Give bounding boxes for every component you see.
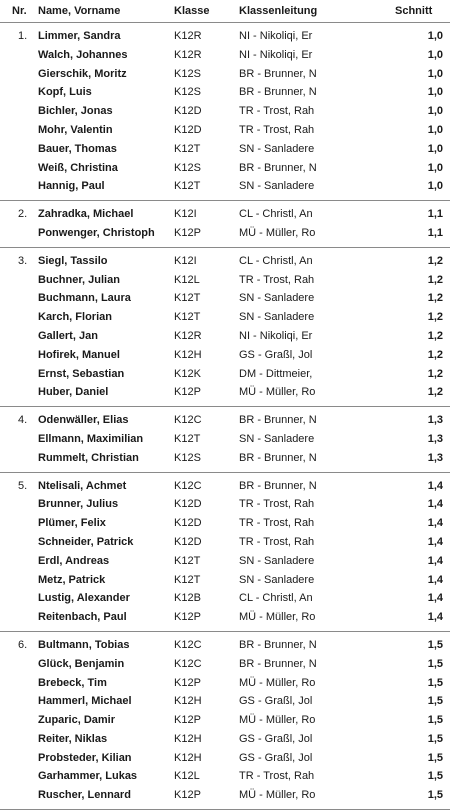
- class-teacher: SN - Sanladere: [239, 180, 315, 193]
- grade-average: 1,5: [427, 657, 443, 670]
- grade-average: 1,0: [427, 161, 443, 174]
- rank-group: [0, 473, 450, 632]
- table-row: [0, 177, 450, 196]
- table-row: [0, 252, 450, 271]
- table-row: [0, 308, 450, 327]
- class-teacher: MÜ - Müller, Ro: [239, 386, 316, 399]
- grade-average: 1,4: [427, 554, 443, 567]
- grade-average: 1,0: [427, 180, 443, 193]
- grade-average: 1,0: [427, 142, 443, 155]
- table-row: [0, 533, 450, 552]
- grade-average: 1,5: [427, 714, 443, 727]
- table-row: [0, 786, 450, 805]
- class-code: K12H: [174, 732, 202, 745]
- student-name: Hammerl, Michael: [38, 695, 132, 708]
- class-teacher: TR - Trost, Rah: [239, 517, 315, 530]
- class-teacher: SN - Sanladere: [239, 142, 315, 155]
- class-code: K12C: [174, 414, 202, 427]
- grade-average: 1,2: [427, 254, 443, 267]
- student-name: Walch, Johannes: [38, 48, 128, 61]
- table-row: [0, 711, 450, 730]
- student-name: Siegl, Tassilo: [38, 254, 108, 267]
- class-teacher: BR - Brunner, N: [239, 479, 317, 492]
- student-name: Ernst, Sebastian: [38, 367, 125, 380]
- rank-group: [0, 23, 450, 201]
- table-row: [0, 730, 450, 749]
- table-row: [0, 121, 450, 140]
- rank-number: 5.: [18, 479, 28, 492]
- class-code: K12T: [174, 554, 201, 567]
- rank-number: 6.: [18, 638, 28, 651]
- table-row: [0, 346, 450, 365]
- student-name: Hannig, Paul: [38, 180, 105, 193]
- grade-average: 1,4: [427, 498, 443, 511]
- class-teacher: MÜ - Müller, Ro: [239, 226, 316, 239]
- table-row: [0, 205, 450, 224]
- table-row: [0, 411, 450, 430]
- grade-average: 1,5: [427, 732, 443, 745]
- table-row: [0, 571, 450, 590]
- student-name: Limmer, Sandra: [38, 30, 121, 42]
- grade-average: 1,0: [427, 48, 443, 61]
- table-row: [0, 224, 450, 243]
- grade-average: 1,0: [427, 30, 443, 42]
- class-teacher: CL - Christl, An: [239, 592, 313, 605]
- student-name: Ruscher, Lennard: [38, 789, 131, 802]
- grade-average: 1,1: [427, 208, 443, 221]
- class-code: K12P: [174, 676, 201, 689]
- class-code: K12H: [174, 695, 202, 708]
- grade-average: 1,3: [427, 451, 443, 464]
- rank-group: [0, 407, 450, 472]
- student-name: Probsteder, Kilian: [38, 751, 132, 764]
- table-row: [0, 495, 450, 514]
- class-code: K12R: [174, 48, 202, 61]
- class-code: K12L: [174, 770, 200, 783]
- student-name: Huber, Daniel: [38, 386, 109, 399]
- class-code: K12P: [174, 789, 201, 802]
- class-teacher: MÜ - Müller, Ro: [239, 789, 316, 802]
- class-teacher: BR - Brunner, N: [239, 67, 317, 80]
- table-row: [0, 749, 450, 768]
- grade-average: 1,5: [427, 789, 443, 802]
- student-name: Bultmann, Tobias: [38, 638, 130, 651]
- class-teacher: TR - Trost, Rah: [239, 498, 315, 511]
- class-code: K12R: [174, 30, 202, 42]
- table-header: [0, 0, 450, 23]
- class-code: K12C: [174, 657, 202, 670]
- class-teacher: BR - Brunner, N: [239, 414, 317, 427]
- grade-average: 1,2: [427, 386, 443, 399]
- class-code: K12T: [174, 573, 201, 586]
- table-row: [0, 636, 450, 655]
- student-name: Ellmann, Maximilian: [38, 432, 144, 445]
- table-row: [0, 430, 450, 449]
- student-name: Erdl, Andreas: [38, 554, 110, 567]
- class-teacher: BR - Brunner, N: [239, 657, 317, 670]
- student-name: Kopf, Luis: [38, 86, 92, 99]
- class-teacher: BR - Brunner, N: [239, 451, 317, 464]
- class-code: K12S: [174, 161, 201, 174]
- table-row: [0, 477, 450, 496]
- student-name: Bichler, Jonas: [38, 105, 113, 118]
- grade-average: 1,4: [427, 573, 443, 586]
- header-name: Name, Vorname: [38, 5, 121, 17]
- student-name: Garhammer, Lukas: [38, 770, 138, 783]
- grade-average: 1,5: [427, 751, 443, 764]
- class-teacher: NI - Nikoliqi, Er: [239, 329, 313, 342]
- class-code: K12S: [174, 67, 201, 80]
- table-row: [0, 767, 450, 786]
- student-name: Zahradka, Michael: [38, 208, 134, 221]
- table-row: [0, 140, 450, 159]
- grade-average: 1,5: [427, 695, 443, 708]
- table-row: [0, 383, 450, 402]
- rank-groups: [0, 23, 450, 810]
- class-code: K12D: [174, 498, 202, 511]
- class-code: K12H: [174, 751, 202, 764]
- table-row: [0, 159, 450, 178]
- table-row: [0, 449, 450, 468]
- rank-group: [0, 248, 450, 407]
- rank-group: [0, 201, 450, 248]
- table-row: [0, 83, 450, 102]
- class-code: K12I: [174, 254, 197, 267]
- student-name: Reiter, Niklas: [38, 732, 108, 745]
- class-teacher: BR - Brunner, N: [239, 161, 317, 174]
- grade-average: 1,3: [427, 414, 443, 427]
- class-teacher: SN - Sanladere: [239, 311, 315, 324]
- class-teacher: SN - Sanladere: [239, 292, 315, 305]
- grade-average: 1,5: [427, 770, 443, 783]
- class-code: K12D: [174, 535, 202, 548]
- table-row: [0, 365, 450, 384]
- class-teacher: SN - Sanladere: [239, 554, 315, 567]
- class-code: K12B: [174, 592, 201, 605]
- student-name: Karch, Florian: [38, 311, 112, 324]
- class-teacher: CL - Christl, An: [239, 254, 313, 267]
- table-row: [0, 289, 450, 308]
- class-code: K12C: [174, 638, 202, 651]
- grade-average: 1,4: [427, 535, 443, 548]
- grade-average: 1,2: [427, 311, 443, 324]
- table-row: [0, 552, 450, 571]
- grade-average: 1,4: [427, 517, 443, 530]
- student-name: Brunner, Julius: [38, 498, 119, 511]
- table-row: [0, 27, 450, 46]
- table-row: [0, 674, 450, 693]
- class-code: K12D: [174, 517, 202, 530]
- student-name: Rummelt, Christian: [38, 451, 139, 464]
- rank-number: 2.: [18, 208, 28, 221]
- table-row: [0, 514, 450, 533]
- grade-average: 1,1: [427, 226, 443, 239]
- class-code: K12T: [174, 432, 201, 445]
- table-row: [0, 65, 450, 84]
- grade-average: 1,2: [427, 329, 443, 342]
- class-teacher: GS - Graßl, Jol: [239, 751, 313, 764]
- header-nr: Nr.: [12, 5, 27, 17]
- class-code: K12D: [174, 123, 202, 136]
- class-code: K12S: [174, 451, 201, 464]
- class-code: K12C: [174, 479, 202, 492]
- class-teacher: CL - Christl, An: [239, 208, 313, 221]
- student-name: Bauer, Thomas: [38, 142, 117, 155]
- class-code: K12H: [174, 348, 202, 361]
- class-teacher: TR - Trost, Rah: [239, 770, 315, 783]
- student-name: Brebeck, Tim: [38, 676, 107, 689]
- student-name: Ntelisali, Achmet: [38, 479, 127, 492]
- table-row: [0, 327, 450, 346]
- student-name: Gallert, Jan: [38, 329, 98, 342]
- student-name: Glück, Benjamin: [38, 657, 125, 670]
- class-code: K12T: [174, 142, 201, 155]
- class-code: K12S: [174, 86, 201, 99]
- class-teacher: BR - Brunner, N: [239, 86, 317, 99]
- class-teacher: GS - Graßl, Jol: [239, 732, 313, 745]
- rank-number: 1.: [18, 30, 28, 42]
- grade-average: 1,4: [427, 479, 443, 492]
- class-teacher: SN - Sanladere: [239, 432, 315, 445]
- class-teacher: NI - Nikoliqi, Er: [239, 48, 313, 61]
- class-code: K12T: [174, 311, 201, 324]
- student-name: Reitenbach, Paul: [38, 611, 127, 624]
- class-teacher: GS - Graßl, Jol: [239, 695, 313, 708]
- rank-number: 3.: [18, 254, 28, 267]
- student-name: Ponwenger, Christoph: [38, 226, 155, 239]
- class-teacher: TR - Trost, Rah: [239, 105, 315, 118]
- class-teacher: NI - Nikoliqi, Er: [239, 30, 313, 42]
- class-teacher: BR - Brunner, N: [239, 638, 317, 651]
- student-name: Plümer, Felix: [38, 517, 106, 530]
- student-name: Mohr, Valentin: [38, 123, 113, 136]
- class-code: K12T: [174, 292, 201, 305]
- class-code: K12R: [174, 329, 202, 342]
- student-name: Hofirek, Manuel: [38, 348, 120, 361]
- class-teacher: MÜ - Müller, Ro: [239, 611, 316, 624]
- class-code: K12K: [174, 367, 201, 380]
- table-row: [0, 46, 450, 65]
- class-code: K12T: [174, 180, 201, 193]
- header-klasse: Klasse: [174, 5, 210, 17]
- table-row: [0, 692, 450, 711]
- grade-average: 1,5: [427, 676, 443, 689]
- class-teacher: TR - Trost, Rah: [239, 123, 315, 136]
- grade-average: 1,2: [427, 348, 443, 361]
- grade-average: 1,4: [427, 611, 443, 624]
- grade-average: 1,0: [427, 67, 443, 80]
- student-name: Weiß, Christina: [38, 161, 118, 174]
- grade-average: 1,4: [427, 592, 443, 605]
- grade-average: 1,5: [427, 638, 443, 651]
- class-code: K12P: [174, 611, 201, 624]
- class-teacher: GS - Graßl, Jol: [239, 348, 313, 361]
- table-row: [0, 102, 450, 121]
- class-code: K12D: [174, 105, 202, 118]
- grade-average: 1,3: [427, 432, 443, 445]
- grade-average: 1,2: [427, 273, 443, 286]
- class-teacher: TR - Trost, Rah: [239, 273, 315, 286]
- student-name: Lustig, Alexander: [38, 592, 130, 605]
- class-code: K12P: [174, 226, 201, 239]
- grade-average: 1,0: [427, 105, 443, 118]
- grade-average: 1,2: [427, 367, 443, 380]
- student-name: Metz, Patrick: [38, 573, 106, 586]
- student-name: Buchmann, Laura: [38, 292, 131, 305]
- student-name: Gierschik, Moritz: [38, 67, 127, 80]
- class-code: K12L: [174, 273, 200, 286]
- grade-average: 1,2: [427, 292, 443, 305]
- class-code: K12I: [174, 208, 197, 221]
- grade-average: 1,0: [427, 123, 443, 136]
- table-row: [0, 271, 450, 290]
- student-name: Odenwäller, Elias: [38, 414, 129, 427]
- header-klassenleitung: Klassenleitung: [239, 5, 318, 17]
- class-teacher: MÜ - Müller, Ro: [239, 676, 316, 689]
- class-code: K12P: [174, 714, 201, 727]
- grade-average: 1,0: [427, 86, 443, 99]
- rank-group: [0, 632, 450, 810]
- class-teacher: DM - Dittmeier,: [239, 367, 313, 380]
- student-name: Buchner, Julian: [38, 273, 120, 286]
- class-teacher: SN - Sanladere: [239, 573, 315, 586]
- header-schnitt: Schnitt: [395, 5, 433, 17]
- rank-number: 4.: [18, 414, 28, 427]
- table-row: [0, 608, 450, 627]
- table-row: [0, 655, 450, 674]
- class-teacher: MÜ - Müller, Ro: [239, 714, 316, 727]
- class-teacher: TR - Trost, Rah: [239, 535, 315, 548]
- student-name: Zuparic, Damir: [38, 714, 116, 727]
- class-code: K12P: [174, 386, 201, 399]
- student-name: Schneider, Patrick: [38, 535, 134, 548]
- table-row: [0, 589, 450, 608]
